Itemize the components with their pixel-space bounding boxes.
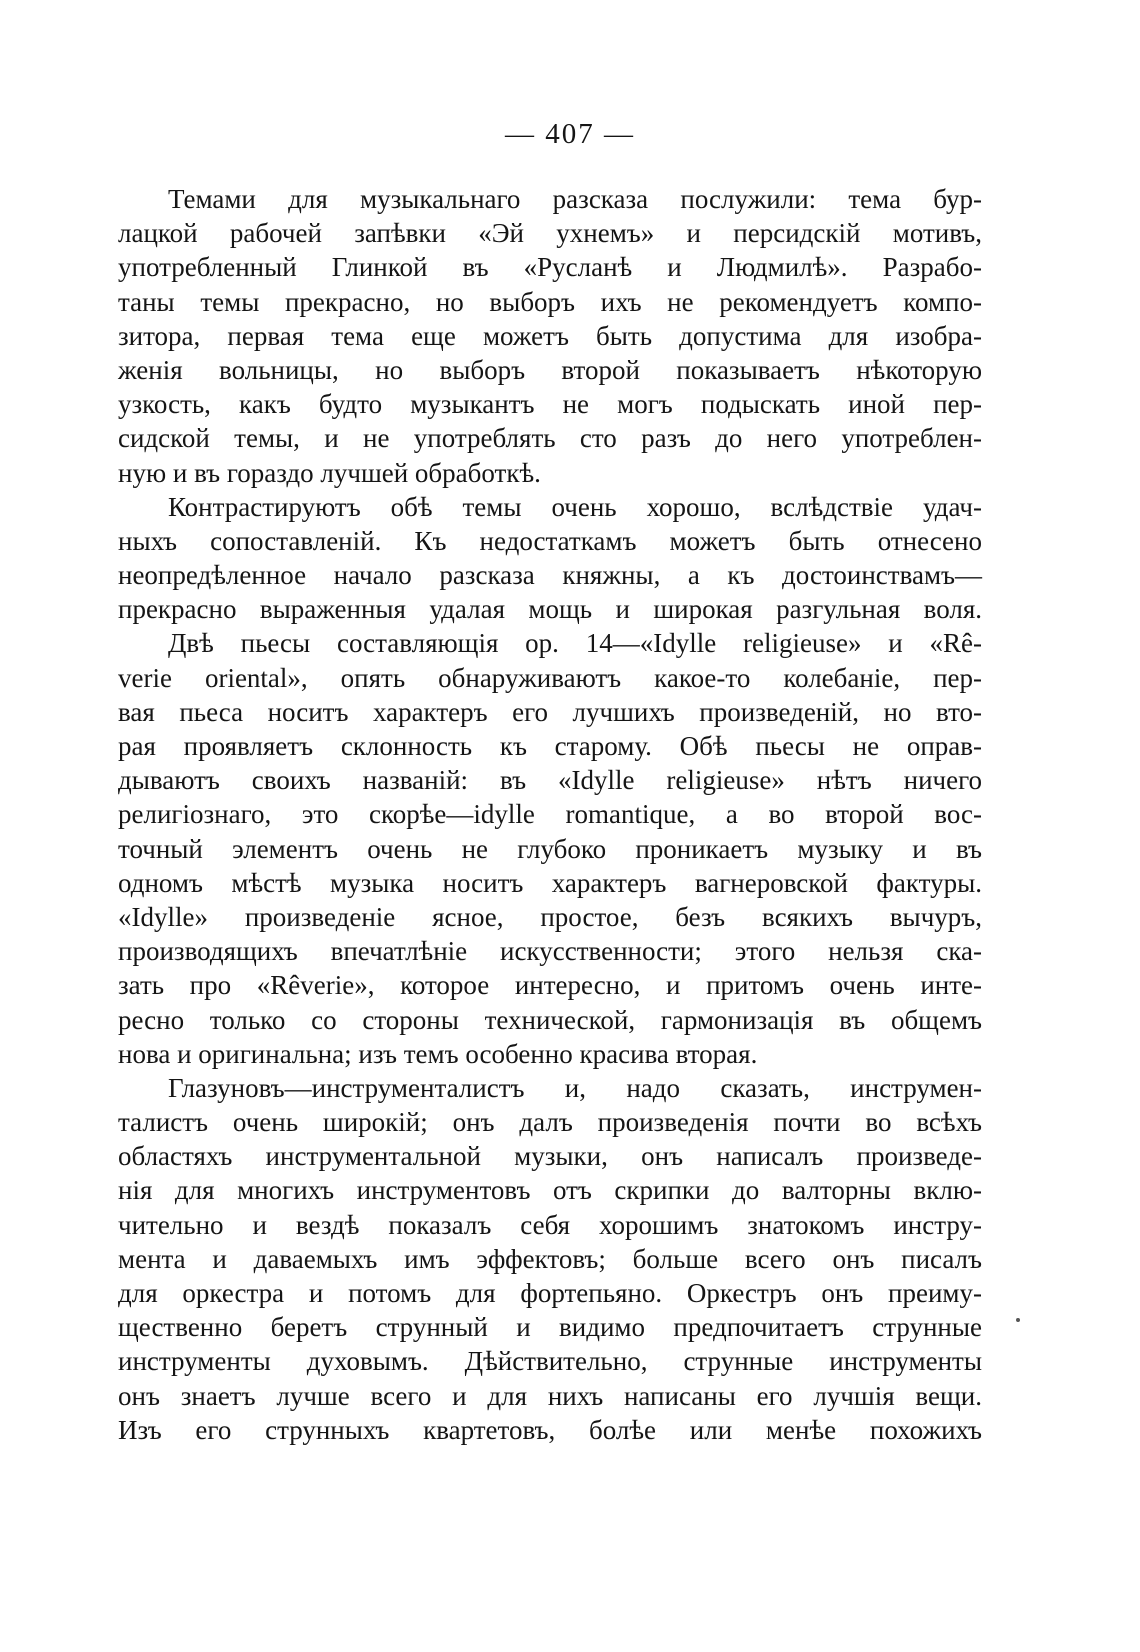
text-line: одномъ мѣстѣ музыка носитъ характеръ вагнеровской фактуры.	[118, 867, 982, 898]
text-line: узкость, какъ будто музыкантъ не могъ подыскать иной пер-	[118, 389, 982, 420]
text-line: «Idylle» произведеніе ясное, простое, безъ всякихъ вычуръ,	[118, 901, 982, 932]
text-line: дываютъ своихъ названій: въ «Idylle religieuse» нѣтъ ничего	[118, 765, 982, 796]
text-line: сидской темы, и не употреблять сто разъ до него употреблен-	[118, 423, 982, 454]
text-line: областяхъ инструментальной музыки, онъ написалъ произведе-	[118, 1141, 982, 1172]
text-line: для оркестра и потомъ для фортепьяно. Оркестръ онъ преиму-	[118, 1278, 982, 1308]
text-line: Глазуновъ—инструменталистъ и, надо сказать, инструмен-	[168, 1072, 982, 1103]
text-line: Контрастируютъ обѣ темы очень хорошо, вслѣдствіе удач-	[168, 491, 982, 522]
text-line: ную и въ гораздо лучшей обработкѣ.	[118, 457, 541, 488]
text-line: религіознаго, это скорѣе—idylle romantique, а во второй вос-	[118, 799, 982, 830]
text-line: точный элементъ очень не глубоко проникаетъ музыку и въ	[118, 833, 982, 864]
text-line: неопредѣленное начало разсказа княжны, а къ достоинствамъ—	[118, 560, 982, 591]
body-text	[118, 182, 982, 1447]
text-line: зитора, первая тема еще можетъ быть допустима для изобра-	[118, 320, 982, 351]
text-line: щественно беретъ струнный и видимо предпочитаетъ струнные	[118, 1312, 982, 1343]
paragraph	[118, 626, 982, 1070]
text-line: вая пьеса носитъ характеръ его лучшихъ произведеній, но вто-	[118, 696, 982, 727]
text-line: Темами для музыкальнаго разсказа послужили: тема бур-	[168, 184, 982, 214]
paragraph	[118, 1071, 982, 1447]
text-line: Двѣ пьесы составляющія ор. 14—«Idylle religieuse» и «Rê-	[168, 628, 982, 659]
text-line: мента и даваемыхъ имъ эффектовъ; больше всего онъ писалъ	[118, 1243, 982, 1274]
text-line: талистъ очень широкій; онъ далъ произведенія почти во всѣхъ	[118, 1107, 982, 1138]
text-line: зать про «Rêverie», которое интересно, и притомъ очень инте-	[118, 970, 982, 1001]
text-line: производящихъ впечатлѣніе искусственности; этого нельзя ска-	[118, 936, 982, 967]
text-line: онъ знаетъ лучше всего и для нихъ написаны его лучшія вещи.	[118, 1380, 982, 1411]
text-line: употребленный Глинкой въ «Русланѣ и Людмилѣ». Разрабо-	[118, 252, 982, 283]
text-line: лацкой рабочей запѣвки «Эй ухнемъ» и персидскій мотивъ,	[118, 218, 982, 249]
text-line: инструменты духовымъ. Дѣйствительно, струнные инструменты	[118, 1346, 982, 1377]
text-line: женія вольницы, но выборъ второй показываетъ нѣкоторую	[118, 354, 982, 385]
page-number: — 407 —	[505, 118, 635, 150]
text-line: verie oriental», опять обнаруживаютъ какое-то колебаніе, пер-	[118, 662, 982, 693]
text-line: рая проявляетъ склонность къ старому. Обѣ пьесы не оправ-	[118, 731, 982, 761]
paragraph	[118, 490, 982, 627]
text-line: ныхъ сопоставленій. Къ недостаткамъ можетъ быть отнесено	[118, 525, 982, 556]
paragraph	[118, 182, 982, 490]
text-line: прекрасно выраженныя удалая мощь и широкая разгульная воля.	[118, 594, 982, 625]
text-line: таны темы прекрасно, но выборъ ихъ не рекомендуетъ компо-	[118, 286, 982, 317]
text-line: ресно только со стороны технической, гармонизація въ общемъ	[118, 1004, 982, 1035]
text-line: нова и оригинальна; изъ темъ особенно красива вторая.	[118, 1038, 758, 1069]
text-line: Изъ его струнныхъ квартетовъ, болѣе или менѣе похожихъ	[118, 1414, 982, 1445]
ink-speck	[1016, 1318, 1020, 1322]
text-line: нія для многихъ инструментовъ отъ скрипки до валторны вклю-	[118, 1175, 982, 1206]
text-line: чительно и вездѣ показалъ себя хорошимъ знатокомъ инстру-	[118, 1209, 982, 1240]
